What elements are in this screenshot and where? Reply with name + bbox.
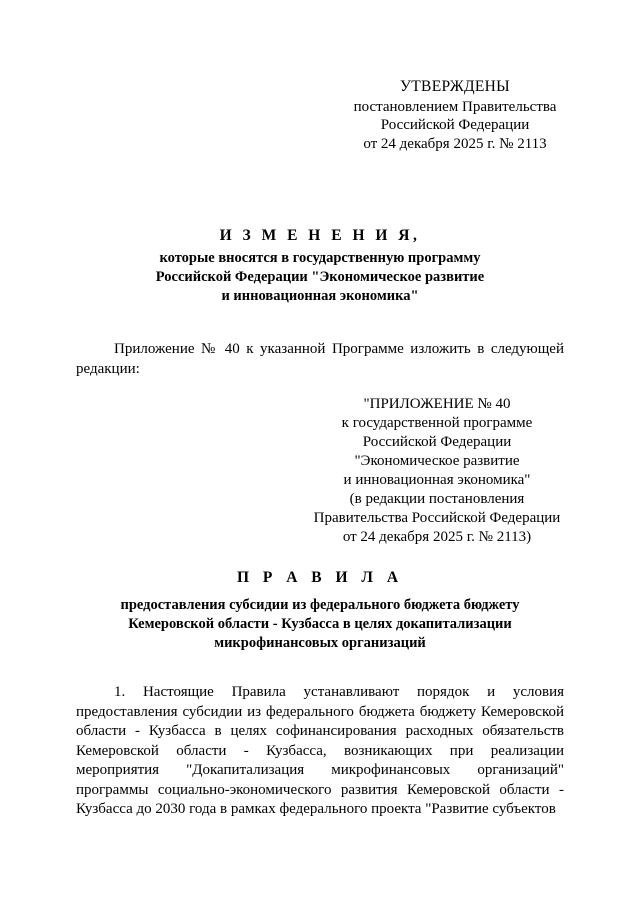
annex-line: (в редакции постановления [349,491,525,507]
approval-line: Российской Федерации [380,117,530,133]
rules-subtitle [80,596,560,653]
annex-line: "ПРИЛОЖЕНИЕ № 40 [363,396,511,412]
annex-block [310,395,564,547]
approval-block [330,78,580,153]
approval-line: постановлением Правительства [353,98,557,115]
annex-line: от 24 декабря 2025 г. № 2113) [342,529,532,545]
changes-subtitle-line: Российской Федерации "Экономическое развитие [155,269,485,285]
annex-line: Российской Федерации [362,434,512,450]
annex-line: "Экономическое развитие [354,453,520,469]
paragraph-1: 1. Настоящие Правила устанавливают порядок и условия предоставления субсидии из федерального бюджета бюджету Кемеровской области - Кузбасса в целях софинансирования расходных обязательств Кемеровской области - Кузбасса, возникающих при реализации мероприятия "Докапитализация микрофинансовых организаций" программы социально-экономического развития Кемеровской области - Кузбасса до 2030 года в рамках федерального проекта "Развитие субъектов [76,684,564,817]
rules-subtitle-line: микрофинансовых организаций [214,635,426,651]
annex-line: к государственной программе [341,415,533,431]
rules-subtitle-line: предоставления субсидии из федерального бюджета бюджету [120,597,520,613]
changes-subtitle-line: которые вносятся в государственную программу [159,250,481,266]
intro-paragraph: Приложение № 40 к указанной Программе изложить в следующей редакции: [76,341,564,377]
changes-title: И З М Е Н Е Н И Я, [219,227,421,244]
annex-line: Правительства Российской Федерации [313,510,561,526]
approval-heading: УТВЕРЖДЕНЫ [400,78,510,95]
rules-subtitle-line: Кемеровской области - Кузбасса в целях докапитализации [128,616,512,632]
changes-subtitle [100,249,540,306]
approval-line: от 24 декабря 2025 г. № 2113 [363,135,547,152]
annex-line: и инновационная экономика" [343,472,531,488]
rules-title: П Р А В И Л А [236,569,404,586]
changes-subtitle-line: и инновационная экономика" [221,288,419,304]
